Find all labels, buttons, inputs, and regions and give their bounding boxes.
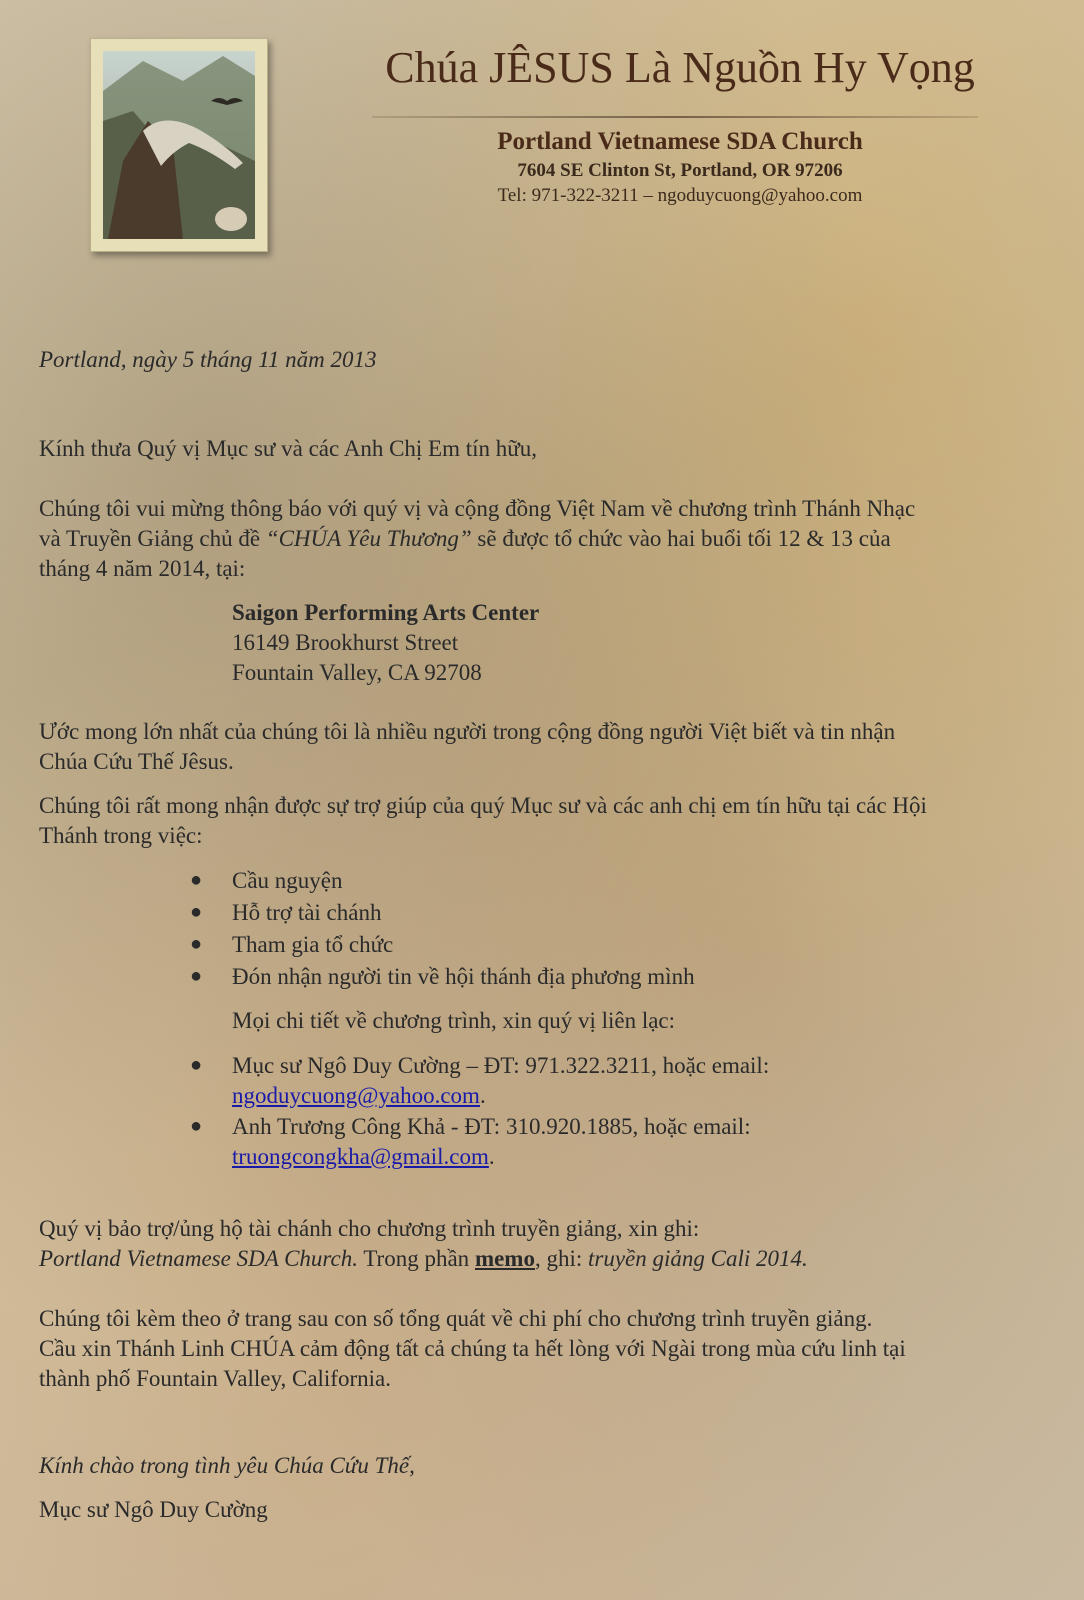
contact-2-email-link[interactable]: truongcongkha@gmail.com [232, 1144, 489, 1169]
venue-street: 16149 Brookhurst Street [232, 630, 459, 655]
paragraph-5-line-3: thành phố Fountain Valley, California. [39, 1366, 391, 1391]
paragraph-5-line-1: Chúng tôi kèm theo ở trang sau con số tổng quát về chi phí cho chương trình truyền giảng. [39, 1306, 873, 1331]
church-name: Portland Vietnamese SDA Church [497, 128, 863, 155]
contact-1-email-line [232, 1081, 486, 1111]
contact-1: Mục sư Ngô Duy Cường – ĐT: 971.322.3211, hoặc email: [232, 1053, 770, 1078]
paragraph-1-line-2 [39, 524, 891, 554]
letter-date: Portland, ngày 5 tháng 11 năm 2013 [39, 347, 377, 372]
program-theme: “CHÚA Yêu Thương” [265, 526, 472, 551]
paragraph-3-line-2: Thánh trong việc: [39, 823, 203, 848]
venue-city: Fountain Valley, CA 92708 [232, 660, 482, 685]
paragraph-4-line-2 [39, 1244, 808, 1274]
list-item: Hỗ trợ tài chánh [232, 900, 382, 925]
paragraph-1-text-b: sẽ được tổ chức vào hai buổi tối 12 & 13 của [471, 526, 891, 551]
venue-name: Saigon Performing Arts Center [232, 600, 540, 625]
title-divider [372, 116, 978, 118]
salutation: Kính thưa Quý vị Mục sư và các Anh Chị Em tín hữu, [39, 436, 537, 461]
painting-illustration [103, 51, 255, 239]
contact-2: Anh Trương Công Khả - ĐT: 310.920.1885, hoặc email: [232, 1114, 751, 1139]
list-item: Cầu nguyện [232, 868, 343, 893]
list-item: Đón nhận người tin về hội thánh địa phương mình [232, 964, 695, 989]
paragraph-1-text-a: và Truyền Giảng chủ đề [39, 526, 266, 551]
bullet-icon: ● [190, 1054, 203, 1076]
paragraph-1-line-3: tháng 4 năm 2014, tại: [39, 556, 246, 581]
contact-2-email-line [232, 1142, 495, 1172]
bullet-icon: ● [190, 901, 203, 923]
paragraph-2-line-1: Ước mong lớn nhất của chúng tôi là nhiều người trong cộng đồng người Việt biết và tin nhận [39, 719, 896, 744]
paragraph-1-line-1: Chúng tôi vui mừng thông báo với quý vị và cộng đồng Việt Nam về chương trình Thánh Nhạc [39, 496, 916, 521]
bullet-icon: ● [190, 933, 203, 955]
paragraph-4-comma: , ghi: [534, 1246, 588, 1271]
paragraph-4-text: Trong phần [357, 1246, 475, 1271]
bullet-icon: ● [190, 869, 203, 891]
list-item: Tham gia tổ chức [232, 932, 394, 957]
payee-name: Portland Vietnamese SDA Church. [39, 1246, 358, 1271]
contact-1-email-link[interactable]: ngoduycuong@yahoo.com [232, 1083, 480, 1108]
church-address: 7604 SE Clinton St, Portland, OR 97206 [517, 160, 843, 181]
header-painting-image [90, 38, 268, 252]
memo-note: truyền giảng Cali 2014. [588, 1246, 808, 1271]
closing-line: Kính chào trong tình yêu Chúa Cứu Thế, [39, 1453, 415, 1478]
paragraph-2-line-2: Chúa Cứu Thế Jêsus. [39, 749, 234, 774]
bullet-icon: ● [190, 965, 203, 987]
paragraph-4-line-1: Quý vị bảo trợ/ủng hộ tài chánh cho chương trình truyền giảng, xin ghi: [39, 1216, 700, 1241]
paragraph-3-line-1: Chúng tôi rất mong nhận được sự trợ giúp của quý Mục sư và các anh chị em tín hữu tại các Hội [39, 793, 927, 818]
page-title: Chúa JÊSUS Là Nguồn Hy Vọng [385, 43, 975, 92]
church-contact: Tel: 971-322-3211 – ngoduycuong@yahoo.com [497, 185, 863, 206]
contact-intro: Mọi chi tiết về chương trình, xin quý vị liên lạc: [232, 1008, 676, 1033]
signature: Mục sư Ngô Duy Cường [39, 1497, 268, 1522]
memo-label: memo [474, 1246, 535, 1271]
period: . [479, 1083, 486, 1108]
paragraph-5-line-2: Cầu xin Thánh Linh CHÚA cảm động tất cả chúng ta hết lòng với Ngài trong mùa cứu linh tại [39, 1336, 906, 1361]
bullet-icon: ● [190, 1115, 203, 1137]
period: . [488, 1144, 495, 1169]
